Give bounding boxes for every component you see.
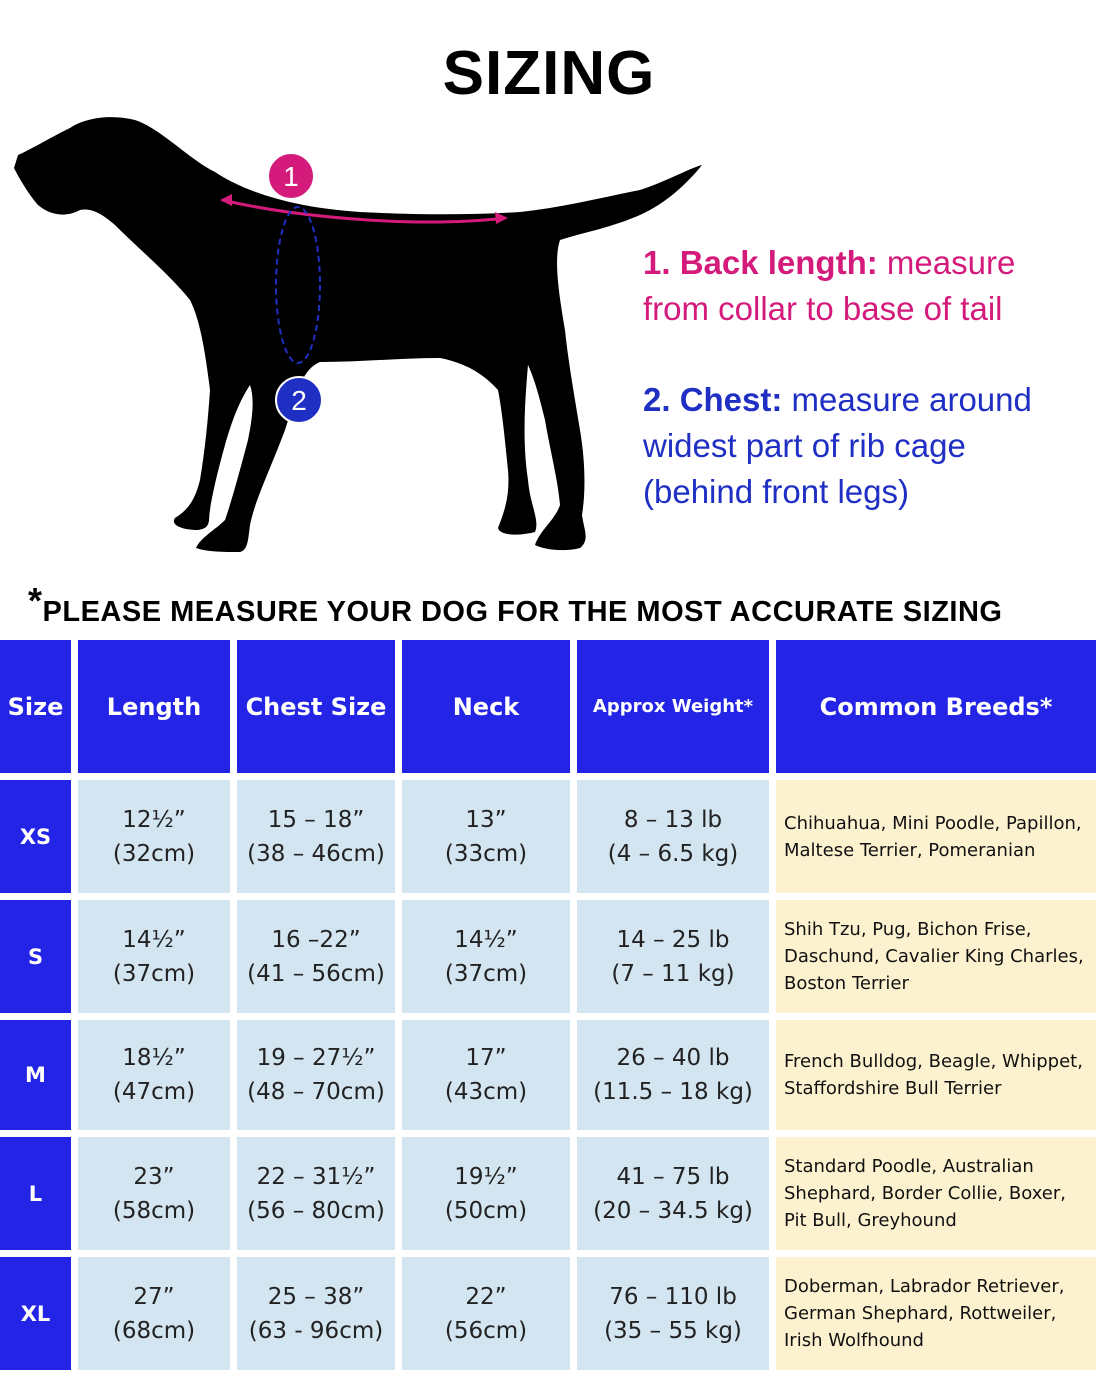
neck-cell xyxy=(402,1137,570,1250)
breeds-line: Boston Terrier xyxy=(784,973,909,994)
length-value: 27” xyxy=(133,1283,175,1310)
breeds-line: Staffordshire Bull Terrier xyxy=(784,1078,1002,1099)
back-length-label: 1. Back length: xyxy=(643,244,878,281)
breeds-line: German Shephard, Rottweiler, xyxy=(784,1303,1057,1324)
weight-value: (4 – 6.5 kg) xyxy=(607,840,739,867)
weight-value: 14 – 25 lb xyxy=(616,926,730,953)
length-value: (58cm) xyxy=(112,1197,196,1224)
breeds-cell xyxy=(776,1020,1096,1130)
chest-cell xyxy=(237,1137,395,1250)
neck-value: (33cm) xyxy=(444,840,528,867)
breeds-cell xyxy=(776,780,1096,893)
neck-value: (50cm) xyxy=(444,1197,528,1224)
breeds-cell xyxy=(776,1257,1096,1370)
header-length: Length xyxy=(78,640,230,773)
chest-value: 19 – 27½” xyxy=(256,1045,376,1071)
chest-cell xyxy=(237,900,395,1013)
weight-cell xyxy=(577,900,769,1013)
chest-value: 15 – 18” xyxy=(267,806,365,833)
header-chest-size: Chest Size xyxy=(237,640,395,773)
weight-value: 8 – 13 lb xyxy=(623,806,723,833)
length-cell xyxy=(78,1257,230,1370)
length-value: (47cm) xyxy=(112,1079,196,1105)
weight-cell xyxy=(577,780,769,893)
length-value: 14½” xyxy=(122,926,186,953)
size-label: XS xyxy=(0,780,71,893)
neck-cell xyxy=(402,780,570,893)
marker-1-label: 1 xyxy=(283,161,299,192)
chest-value: 22 – 31½” xyxy=(256,1163,376,1190)
neck-value: (56cm) xyxy=(444,1317,528,1344)
breeds-line: Daschund, Cavalier King Charles, xyxy=(784,946,1084,967)
header-common-breeds: Common Breeds* xyxy=(776,640,1096,773)
weight-value: (7 – 11 kg) xyxy=(611,960,735,987)
length-cell xyxy=(78,900,230,1013)
measure-warning xyxy=(28,580,1003,630)
neck-value: 13” xyxy=(465,806,507,833)
chest-text-2: widest part of rib cage xyxy=(643,427,966,464)
weight-value: 41 – 75 lb xyxy=(616,1163,730,1190)
breeds-line: French Bulldog, Beagle, Whippet, xyxy=(784,1051,1083,1072)
dog-body xyxy=(14,117,702,552)
size-label: XL xyxy=(0,1257,71,1370)
neck-value: 14½” xyxy=(454,926,518,953)
size-label: L xyxy=(0,1137,71,1250)
chest-value: (56 – 80cm) xyxy=(247,1197,385,1224)
back-length-text-2: from collar to base of tail xyxy=(643,290,1003,327)
chest-value: (38 – 46cm) xyxy=(247,840,385,867)
weight-cell xyxy=(577,1257,769,1370)
chest-cell xyxy=(237,1020,395,1130)
neck-value: 17” xyxy=(465,1045,507,1071)
neck-cell xyxy=(402,900,570,1013)
neck-value: 22” xyxy=(465,1283,507,1310)
breeds-line: Maltese Terrier, Pomeranian xyxy=(784,839,1036,861)
back-length-note xyxy=(643,240,1015,332)
chest-value: 25 – 38” xyxy=(267,1283,365,1310)
breeds-cell xyxy=(776,1137,1096,1250)
size-table xyxy=(0,640,1098,1375)
breeds-line: Irish Wolfhound xyxy=(784,1330,924,1351)
breeds-line: Pit Bull, Greyhound xyxy=(784,1210,957,1231)
weight-cell xyxy=(577,1020,769,1130)
size-label: M xyxy=(0,1020,71,1130)
marker-2-label: 2 xyxy=(291,385,307,416)
breeds-line: Doberman, Labrador Retriever, xyxy=(784,1276,1065,1297)
weight-value: (35 – 55 kg) xyxy=(604,1317,742,1344)
neck-value: 19½” xyxy=(454,1163,518,1190)
breeds-line: Chihuahua, Mini Poodle, Papillon, xyxy=(784,812,1082,834)
weight-value: 76 – 110 lb xyxy=(609,1283,737,1310)
neck-cell xyxy=(402,1257,570,1370)
length-value: (37cm) xyxy=(112,960,196,987)
chest-text-3: (behind front legs) xyxy=(643,473,909,510)
chest-cell xyxy=(237,780,395,893)
chest-label: 2. Chest: xyxy=(643,381,783,418)
weight-value: (20 – 34.5 kg) xyxy=(593,1197,753,1224)
chest-value: 16 –22” xyxy=(271,926,361,953)
header-size: Size xyxy=(0,640,71,773)
length-cell xyxy=(78,1020,230,1130)
breeds-line: Shih Tzu, Pug, Bichon Frise, xyxy=(784,919,1032,940)
length-cell xyxy=(78,780,230,893)
chest-value: (63 - 96cm) xyxy=(248,1317,384,1344)
length-value: 18½” xyxy=(122,1045,186,1071)
length-value: 23” xyxy=(133,1163,175,1190)
weight-cell xyxy=(577,1137,769,1250)
length-cell xyxy=(78,1137,230,1250)
length-value: (68cm) xyxy=(112,1317,196,1344)
breeds-line: Standard Poodle, Australian xyxy=(784,1156,1034,1177)
size-label: S xyxy=(0,900,71,1013)
neck-cell xyxy=(402,1020,570,1130)
breeds-cell xyxy=(776,900,1096,1013)
weight-value: (11.5 – 18 kg) xyxy=(593,1079,753,1105)
warning-text: PLEASE MEASURE YOUR DOG FOR THE MOST ACCURATE SIZING xyxy=(42,596,1003,628)
length-value: 12½” xyxy=(122,806,186,833)
header-approx-weight: Approx Weight* xyxy=(577,640,769,773)
neck-value: (43cm) xyxy=(444,1079,528,1105)
breeds-line: Shephard, Border Collie, Boxer, xyxy=(784,1183,1066,1204)
chest-cell xyxy=(237,1257,395,1370)
back-length-text-1: measure xyxy=(877,244,1016,281)
dog-silhouette xyxy=(0,100,720,570)
neck-value: (37cm) xyxy=(444,960,528,987)
length-value: (32cm) xyxy=(112,840,196,867)
warning-star: * xyxy=(28,580,43,621)
chest-value: (41 – 56cm) xyxy=(247,960,385,987)
header-neck: Neck xyxy=(402,640,570,773)
chest-value: (48 – 70cm) xyxy=(247,1079,385,1105)
chest-note xyxy=(643,377,1032,515)
chest-text-1: measure around xyxy=(782,381,1032,418)
weight-value: 26 – 40 lb xyxy=(616,1045,730,1071)
page-title: SIZING xyxy=(442,39,656,108)
